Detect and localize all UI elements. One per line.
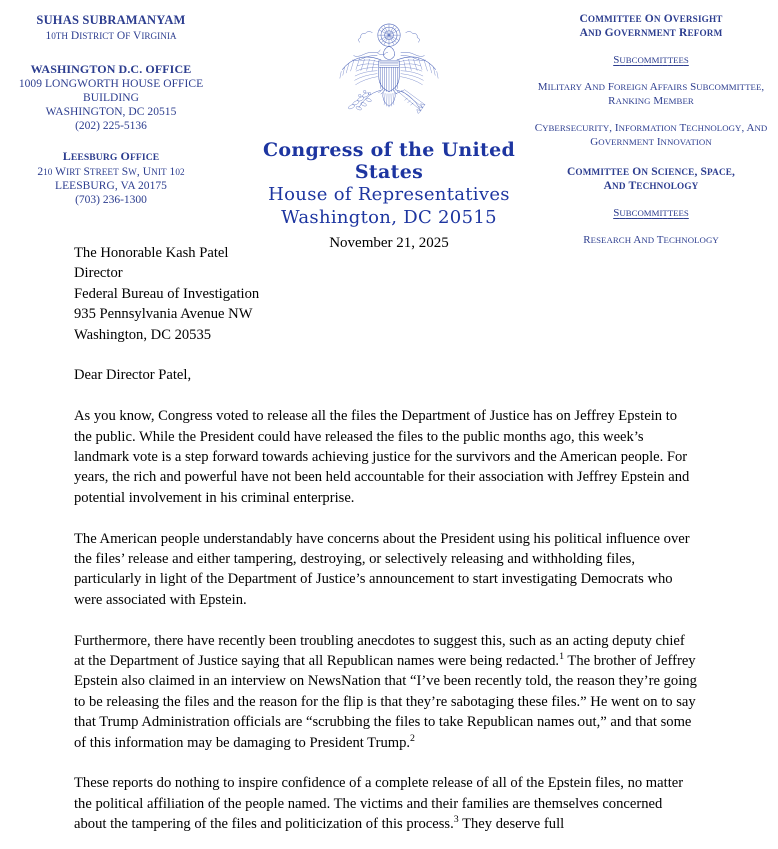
member-district: 10TH DISTRICT OF VIRGINIA: [45, 30, 177, 42]
leesburg-office-address-line-1: 210 WIRT STREET SW, UNIT 102: [37, 166, 185, 178]
paragraph-4-part-b: They deserve full: [458, 816, 565, 833]
letter-body: [74, 243, 698, 849]
subcommittee-military-foreign-affairs: MILITARY AND FOREIGN AFFAIRS SUBCOMMITTEE, RANKING MEMBER: [537, 81, 765, 107]
masthead-line-washington: Washington, DC 20515: [281, 207, 497, 228]
paragraph-4-part-a: These reports do nothing to inspire confidence of a complete release of all of the Epstein files, no matter the political affiliation of the people named. The victims and their families are themselves concerned about the tampering of the files and politicization of this process.: [74, 775, 684, 833]
paragraph-1: As you know, Congress voted to release all the files the Department of Justice has on Jeffrey Epstein to the public. While the President could have released the files to the public months ago, this week’s landmark vote is a step forward towards achieving justice for the survivors and the American people. For years, the rich and powerful have not been held accountable for their association with Jeffrey Epstein and potential involvement in his criminal enterprise.: [74, 408, 690, 506]
member-name: SUHAS SUBRAMANYAM: [36, 13, 186, 27]
paragraph-2: The American people understandably have concerns about the President using his political influence over the files’ release and either tampering, destroying, or selectively releasing and withholding files, particularly in light of the Department of Justice’s announcement to start investigating Democrats who were associated with Epstein.: [74, 530, 690, 608]
subcommittee-research-technology: RESEARCH AND TECHNOLOGY: [583, 234, 719, 246]
great-seal-eagle-icon: [330, 22, 448, 134]
recipient-title: Director: [74, 265, 123, 282]
washington-dc-office-address-line-1: 1009 LONGWORTH HOUSE OFFICE: [18, 77, 204, 90]
paragraph-3-part-b: The brother of Jeffrey Epstein also claimed in an interview on NewsNation that “I’ve been recently told, the reason they’re going to be releasing the files and the reason for the flip is that they’re sabotaging these files.” He went on to say that Trump Administration officials are “scrubbing the files to take Republican names out,” and that some of this information may be damaging to President Trump.: [74, 653, 697, 751]
letterhead-right-column: [524, 0, 778, 248]
masthead: [229, 0, 549, 253]
washington-dc-office-block: [0, 62, 222, 133]
recipient-street: 935 Pennsylvania Avenue NW: [74, 306, 253, 323]
leesburg-office-block: [0, 149, 222, 208]
leesburg-office-address-line-2: LEESBURG, VA 20175: [55, 180, 167, 192]
salutation: Dear Director Patel,: [74, 367, 192, 384]
letter-date: November 21, 2025: [329, 235, 449, 251]
washington-dc-office-address-line-2: BUILDING: [83, 91, 139, 104]
leesburg-office-phone: (703) 236-1300: [75, 194, 147, 206]
committee-science-title-line-2: AND TECHNOLOGY: [603, 179, 699, 192]
footnote-ref-2[interactable]: 2: [410, 732, 415, 744]
recipient-city-state-zip: Washington, DC 20535: [74, 326, 212, 343]
paragraph-3: [74, 631, 698, 753]
footnote-ref-3[interactable]: 3: [453, 814, 459, 826]
subcommittees-header-oversight: SUBCOMMITTEES: [613, 54, 689, 66]
washington-dc-office-title: WASHINGTON D.C. OFFICE: [30, 62, 192, 76]
subcommittees-header-science: SUBCOMMITTEES: [613, 207, 689, 219]
letterhead-left-column: [0, 0, 222, 207]
committee-science-title-line-1: COMMITTEE ON SCIENCE, SPACE,: [566, 166, 736, 178]
washington-dc-office-phone: (202) 225-5136: [75, 119, 147, 132]
recipient-name: The Honorable Kash Patel: [74, 245, 229, 261]
letterhead: [0, 0, 778, 251]
paragraph-3-part-a: Furthermore, there have recently been troubling anecdotes to suggest this, such as an acting deputy chief at the Department of Justice saying that all Republican names were being redacted.: [74, 632, 685, 670]
subcommittee-cybersecurity-it: CYBERSECURITY, INFORMATION TECHNOLOGY, AND GOVERNMENT INNOVATION: [534, 122, 768, 148]
masthead-line-congress: Congress of the United States: [262, 139, 516, 183]
paragraph-4: [74, 773, 698, 834]
committee-oversight-title-line-1: COMMITTEE ON OVERSIGHT: [579, 13, 723, 25]
recipient-address-block: [74, 243, 698, 345]
committee-oversight-title-line-2: AND GOVERNMENT REFORM: [579, 26, 723, 39]
leesburg-office-title: LEESBURG OFFICE: [62, 148, 160, 163]
footnote-ref-1[interactable]: 1: [559, 651, 565, 663]
masthead-line-house: House of Representatives: [268, 184, 510, 205]
washington-dc-office-address-line-3: WASHINGTON, DC 20515: [45, 105, 177, 118]
recipient-agency: Federal Bureau of Investigation: [74, 285, 260, 302]
